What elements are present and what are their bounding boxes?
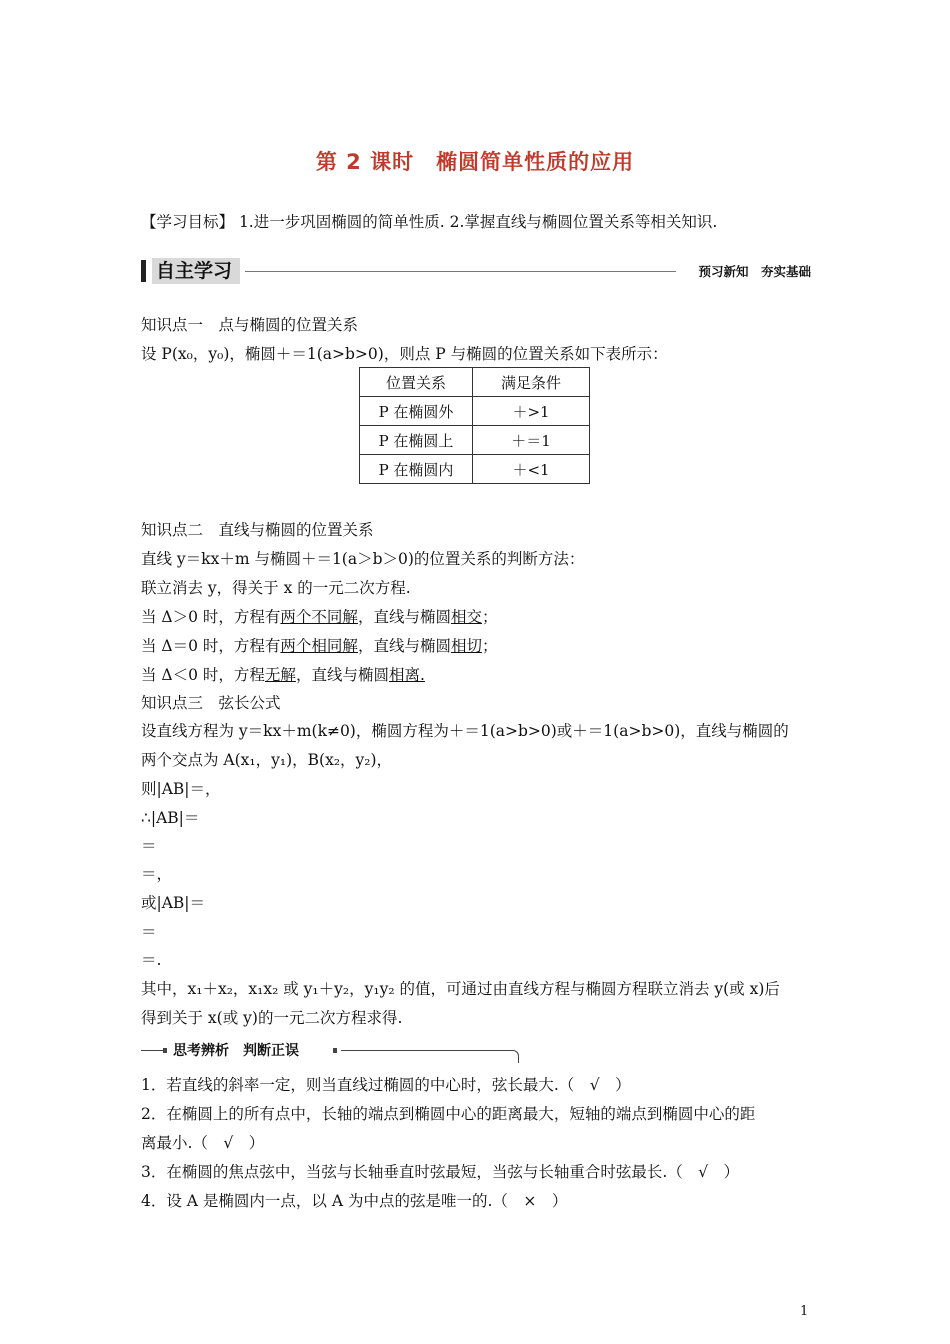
blank-answer: 两个不同解 — [280, 608, 358, 626]
section-divider — [245, 271, 676, 272]
table-header-cell: 满足条件 — [473, 368, 590, 397]
table-row — [360, 426, 590, 455]
text-span: ，直线与椭圆 — [357, 608, 451, 626]
table-cell: ＋<1 — [473, 455, 590, 484]
text-span: ，直线与椭圆 — [295, 666, 389, 684]
kp3-line4: ∴|AB|＝ — [141, 809, 200, 827]
kp3-line11: 得到关于 x(或 y)的一元二次方程求得. — [141, 1009, 403, 1027]
kp3-line5: ＝ — [141, 837, 157, 855]
kp3-line1: 设直线方程为 y＝kx＋m(k≠0)，椭圆方程为＋＝1(a>b>0)或＋＝1(a>b>0)，直线与椭圆的 — [141, 722, 789, 740]
blank-answer: 相切 — [450, 637, 482, 655]
page-title: 第 2 课时 椭圆简单性质的应用 — [315, 150, 635, 174]
text-span: 当 Δ＝0 时，方程有 — [141, 637, 281, 655]
think-item-2-cont: 离最小.（ √ ） — [141, 1134, 265, 1152]
goals-tag: 【学习目标】 — [141, 213, 235, 231]
kp2-case-separate — [141, 663, 425, 685]
table-cell: P 在椭圆内 — [360, 455, 473, 484]
kp3-heading: 知识点三 弦长公式 — [141, 694, 281, 712]
kp3-line6: ＝， — [141, 865, 173, 883]
kp1-intro: 设 P(x₀，y₀)，椭圆＋＝1(a>b>0)，则点 P 与椭圆的位置关系如下表所示： — [141, 345, 668, 363]
kp2-case-tangent — [141, 634, 497, 656]
blank-answer: 相交 — [450, 608, 482, 626]
think-item-2: 2．在椭圆上的所有点中，长轴的端点到椭圆中心的距离最大，短轴的端点到椭圆中心的距 — [141, 1105, 756, 1123]
kp1-heading: 知识点一 点与椭圆的位置关系 — [141, 316, 359, 334]
kp3-line8: ＝ — [141, 923, 157, 941]
think-label: 思考辨析 判断正误 — [173, 1043, 299, 1059]
section-marker — [141, 260, 146, 282]
box-rule — [141, 1050, 163, 1051]
think-item-3: 3．在椭圆的焦点弦中，当弦与长轴垂直时弦最短，当弦与长轴重合时弦最长.（ √ ） — [141, 1163, 740, 1181]
box-rule — [341, 1050, 513, 1051]
section-header — [141, 258, 811, 284]
table-row — [360, 397, 590, 426]
text-span: ； — [481, 637, 498, 655]
table-header-row — [360, 368, 590, 397]
table-cell: ＋>1 — [473, 397, 590, 426]
section-name: 自主学习 — [152, 258, 240, 284]
box-marker — [333, 1048, 337, 1053]
section-subtitle: 预习新知 夯实基础 — [698, 264, 811, 279]
kp3-line2: 两个交点为 A(x₁，y₁)，B(x₂，y₂)， — [141, 751, 393, 769]
box-corner — [512, 1050, 519, 1063]
think-item-4: 4．设 A 是椭圆内一点，以 A 为中点的弦是唯一的.（ × ） — [141, 1192, 568, 1210]
table-cell: P 在椭圆上 — [360, 426, 473, 455]
text-span: ； — [481, 608, 498, 626]
table-header-cell: 位置关系 — [360, 368, 473, 397]
position-table — [359, 367, 590, 484]
think-item-1: 1．若直线的斜率一定，则当直线过椭圆的中心时，弦长最大.（ √ ） — [141, 1076, 631, 1094]
kp3-line10: 其中，x₁＋x₂，x₁x₂ 或 y₁＋y₂，y₁y₂ 的值，可通过由直线方程与椭圆方程联立消去 y(或 x)后 — [141, 980, 780, 998]
kp2-line2: 联立消去 y，得关于 x 的一元二次方程. — [141, 579, 411, 597]
blank-answer: 两个相同解 — [280, 637, 358, 655]
kp2-line1: 直线 y＝kx＋m 与椭圆＋＝1(a＞b＞0)的位置关系的判断方法： — [141, 550, 585, 568]
box-marker — [163, 1048, 167, 1053]
kp3-line9: ＝. — [141, 951, 162, 969]
blank-answer: 无解 — [264, 666, 296, 684]
kp3-line3: 则|AB|＝， — [141, 780, 221, 798]
kp2-case-intersect — [141, 605, 497, 627]
text-span: ，直线与椭圆 — [357, 637, 451, 655]
text-span: 当 Δ＞0 时，方程有 — [141, 608, 281, 626]
goals-text: 1.进一步巩固椭圆的简单性质. 2.掌握直线与椭圆位置关系等相关知识. — [234, 213, 718, 231]
kp3-line7: 或|AB|＝ — [141, 894, 206, 912]
kp2-heading: 知识点二 直线与椭圆的位置关系 — [141, 521, 374, 539]
text-span: 当 Δ＜0 时，方程 — [141, 666, 265, 684]
table-cell: ＋＝1 — [473, 426, 590, 455]
table-cell: P 在椭圆外 — [360, 397, 473, 426]
table-row — [360, 455, 590, 484]
blank-answer: 相离. — [388, 666, 425, 684]
think-box-header — [141, 1040, 519, 1062]
page-number: 1 — [800, 1304, 809, 1319]
learning-goals — [141, 210, 717, 232]
